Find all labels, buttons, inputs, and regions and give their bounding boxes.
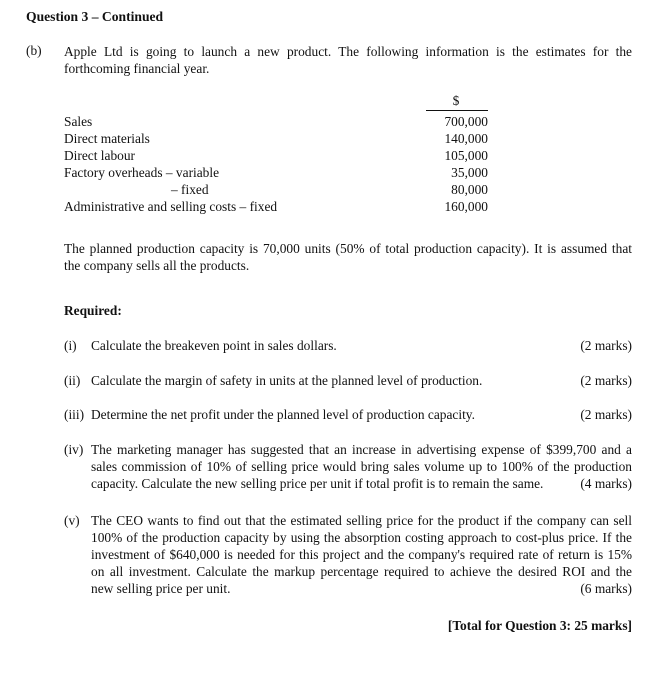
item-marks: (2 marks) [580, 407, 632, 422]
part-intro [64, 43, 632, 77]
estimate-value: 35,000 [451, 165, 488, 180]
estimate-label: – fixed [171, 182, 209, 197]
estimate-row [64, 147, 488, 164]
estimate-row [64, 164, 488, 181]
item-marks: (6 marks) [580, 581, 632, 596]
item-text: Calculate the breakeven point in sales dollars. [91, 338, 337, 353]
required-heading: Required: [64, 303, 122, 318]
estimate-row [64, 198, 488, 215]
item-line: investment of $640,000 is needed for this project and the company's required rate of return is 15% [91, 547, 632, 562]
item-last-line [91, 580, 632, 597]
question-total: [Total for Question 3: 25 marks] [447, 618, 632, 633]
intro-line: forthcoming financial year. [64, 61, 210, 76]
item-line: new selling price per unit. [91, 581, 231, 596]
item-number: (iii) [64, 407, 85, 422]
item-text [91, 441, 632, 492]
estimate-row [64, 113, 488, 130]
capacity-line: The planned production capacity is 70,000 units (50% of total production capacity). It is assumed that [64, 241, 632, 256]
required-item [64, 512, 632, 597]
estimate-value: 160,000 [444, 199, 488, 214]
estimate-label: Direct materials [64, 131, 150, 146]
estimate-row [64, 130, 488, 147]
estimate-value: 80,000 [451, 182, 488, 197]
estimate-value: 105,000 [444, 148, 488, 163]
estimate-label: Direct labour [64, 148, 136, 163]
estimate-label: Factory overheads – variable [64, 165, 220, 180]
item-marks: (2 marks) [580, 338, 632, 353]
required-item [64, 441, 632, 492]
item-last-line [91, 475, 632, 492]
currency-header: $ [452, 93, 460, 108]
estimate-value: 700,000 [444, 114, 488, 129]
estimate-value: 140,000 [444, 131, 488, 146]
capacity-line: the company sells all the products. [64, 258, 250, 273]
item-text [91, 512, 632, 597]
item-marks: (4 marks) [580, 476, 632, 491]
estimate-label: Sales [64, 114, 93, 129]
item-line: The CEO wants to find out that the estimated selling price for the product if the company can sell [91, 513, 632, 528]
currency-underline [426, 110, 488, 111]
item-line: 100% of the production capacity by using the absorption costing approach to cost-plus price. If the [91, 530, 632, 545]
item-text: Calculate the margin of safety in units at the planned level of production. [91, 373, 483, 388]
intro-line: Apple Ltd is going to launch a new product. The following information is the estimates for the [64, 44, 632, 59]
item-number: (i) [64, 338, 77, 353]
item-number: (ii) [64, 373, 81, 388]
estimate-row [64, 181, 488, 198]
item-number: (v) [64, 513, 80, 528]
item-text: Determine the net profit under the planned level of production capacity. [91, 407, 475, 422]
item-line: capacity. Calculate the new selling price per unit if total profit is to remain the same. [91, 476, 544, 491]
item-line: The marketing manager has suggested that an increase in advertising expense of $399,700 and a [91, 442, 632, 457]
part-label: (b) [26, 43, 42, 58]
item-marks: (2 marks) [580, 373, 632, 388]
item-number: (iv) [64, 442, 84, 457]
capacity-note [64, 240, 632, 274]
estimate-label: Administrative and selling costs – fixed [64, 199, 278, 214]
question-title: Question 3 – Continued [26, 9, 164, 24]
item-line: sales commission of 10% of selling price would bring sales volume up to 100% of the production [91, 459, 632, 474]
item-line: on all investment. Calculate the markup percentage required to achieve the desired ROI and the [91, 564, 632, 579]
